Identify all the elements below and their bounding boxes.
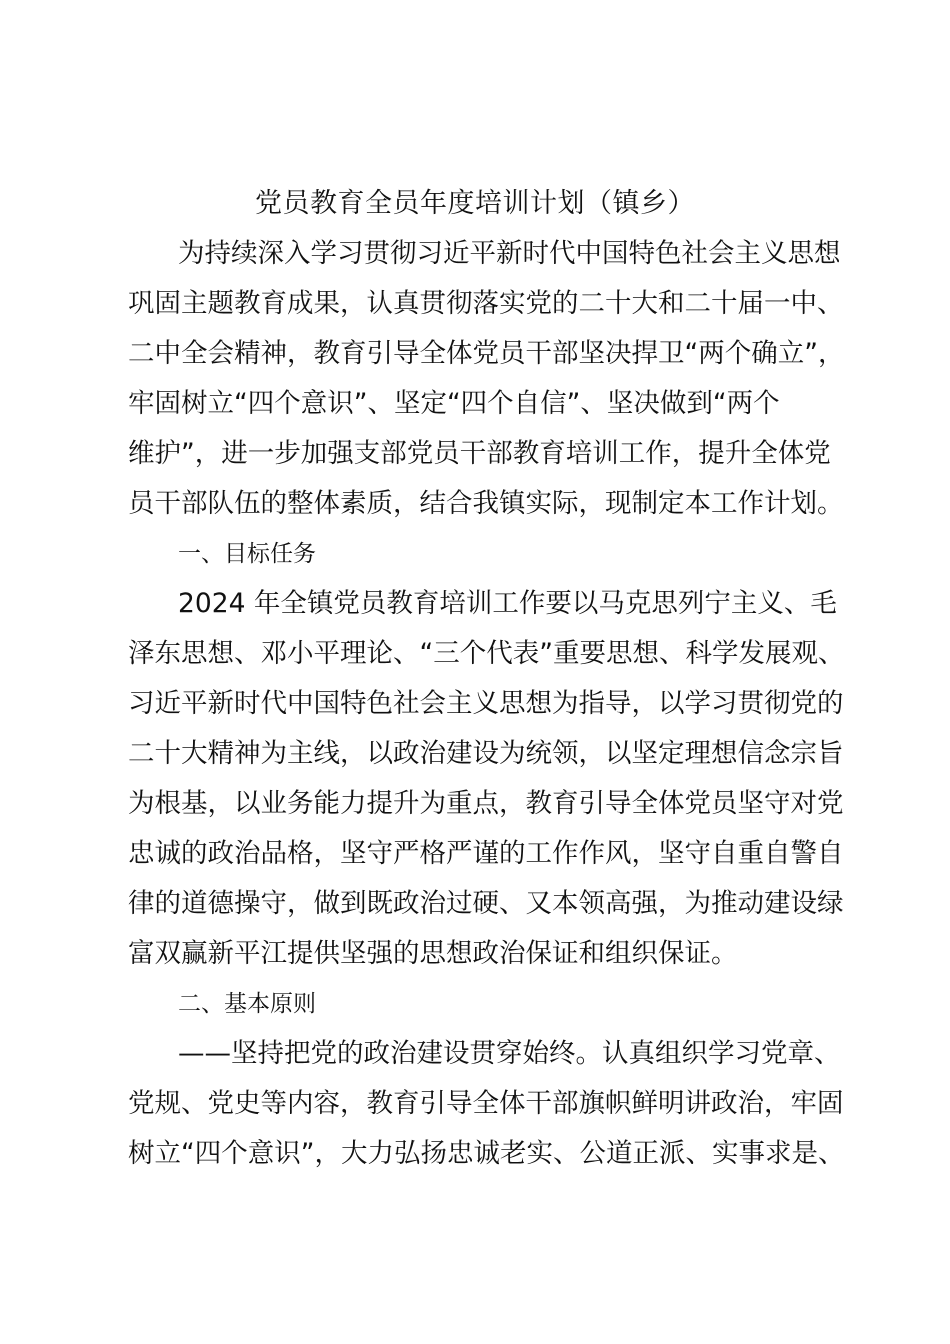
paragraph-line: 二中全会精神，教育引导全体党员干部坚决捍卫“两个确立”， [128, 338, 845, 369]
paragraph-line: ——坚持把党的政治建设贯穿始终。认真组织学习党章、 [178, 1038, 841, 1069]
paragraph-line: 习近平新时代中国特色社会主义思想为指导，以学习贯彻党的 [128, 688, 844, 719]
paragraph-line: 律的道德操守，做到既政治过硬、又本领高强，为推动建设绿 [128, 888, 844, 919]
section-heading: 二、基本原则 [178, 991, 316, 1017]
paragraph-line: 牢固树立“四个意识”、坚定“四个自信”、坚决做到“两个 [128, 388, 780, 419]
document-title: 党员教育全员年度培训计划（镇乡） [255, 188, 695, 219]
paragraph-line: 忠诚的政治品格，坚守严格严谨的工作作风，坚守自重自警自 [128, 838, 844, 869]
section-heading: 一、目标任务 [178, 541, 316, 567]
paragraph-line: 维护”，进一步加强支部党员干部教育培训工作，提升全体党 [128, 438, 831, 469]
paragraph-line: 党规、党史等内容，教育引导全体干部旗帜鲜明讲政治，牢固 [128, 1088, 844, 1119]
paragraph-line: 树立“四个意识”，大力弘扬忠诚老实、公道正派、实事求是、 [128, 1138, 845, 1169]
paragraph-line: 为根基，以业务能力提升为重点，教育引导全体党员坚守对党 [128, 788, 844, 819]
paragraph-line: 2024 年全镇党员教育培训工作要以马克思列宁主义、毛 [178, 588, 837, 619]
paragraph-line: 为持续深入学习贯彻习近平新时代中国特色社会主义思想 [178, 238, 841, 269]
paragraph-line: 二十大精神为主线，以政治建设为统领，以坚定理想信念宗旨 [128, 738, 844, 769]
paragraph-line: 巩固主题教育成果，认真贯彻落实党的二十大和二十届一中、 [128, 288, 844, 319]
paragraph-line: 富双赢新平江提供坚强的思想政治保证和组织保证。 [128, 938, 738, 969]
paragraph-line: 泽东思想、邓小平理论、“三个代表”重要思想、科学发展观、 [128, 638, 845, 669]
paragraph-line: 员干部队伍的整体素质，结合我镇实际，现制定本工作计划。 [128, 488, 844, 519]
